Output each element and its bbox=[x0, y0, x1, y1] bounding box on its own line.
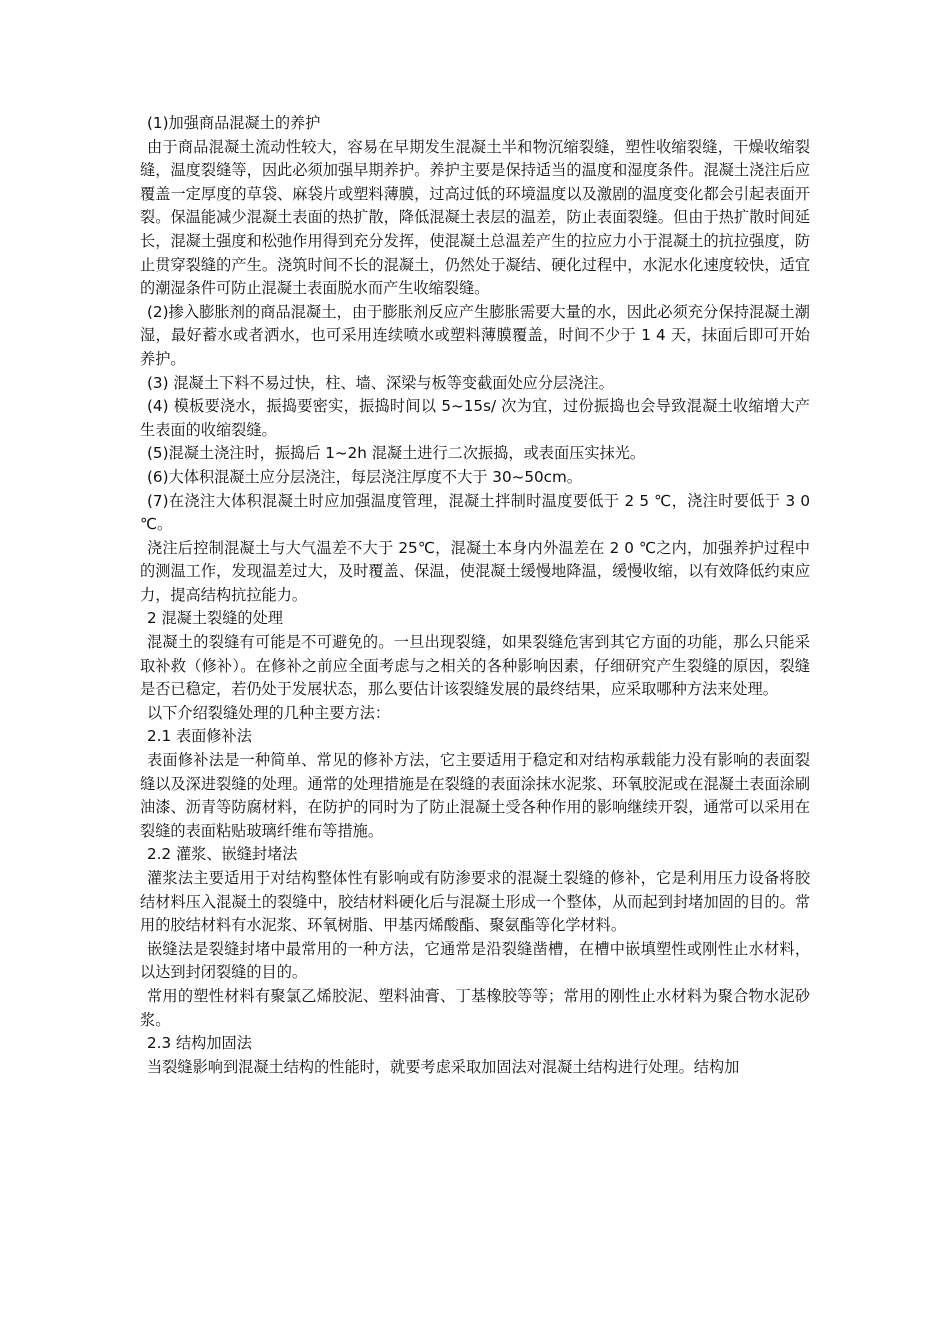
paragraph: (3) 混凝土下料不易过快，柱、墙、深梁与板等变截面处应分层浇注。 bbox=[147, 373, 614, 392]
section-heading: 2.2 灌浆、嵌缝封堵法 bbox=[147, 845, 298, 864]
paragraph: (7)在浇注大体积混凝土时应加强温度管理，混凝土拌制时温度要低于 2 5 ℃，浇注时要低于 3 0 ℃。 bbox=[140, 491, 810, 534]
paragraph: 表面修补法是一种简单、常见的修补方法，它主要适用于稳定和对结构承载能力没有影响的表面裂缝以及深进裂缝的处理。通常的处理措施是在裂缝的表面涂抹水泥浆、环氧胶泥或在混凝土表面涂刷油漆、沥青等防腐材料，在防护的同时为了防止混凝土受各种作用的影响继续开裂，通常可以采用在裂缝的表面粘贴玻璃纤维布等措施。 bbox=[140, 751, 810, 840]
paragraph: (4) 模板要浇水，振捣要密实，振捣时间以 5~15s/ 次为宜，过份振捣也会导致混凝土收缩增大产生表面的收缩裂缝。 bbox=[140, 397, 810, 439]
document-page bbox=[140, 112, 810, 1079]
paragraph: (6)大体积混凝土应分层浇注，每层浇注厚度不大于 30~50cm。 bbox=[147, 467, 582, 486]
paragraph: 以下介绍裂缝处理的几种主要方法： bbox=[147, 703, 390, 722]
paragraph: 浇注后控制混凝土与大气温差不大于 25℃，混凝土本身内外温差在 2 0 ℃之内，加强养护过程中的测温工作，发现温差过大，及时覆盖、保温，使混凝土缓慢地降温，缓慢收缩，以有效降低约束应力，提高结构抗拉能力。 bbox=[140, 538, 810, 604]
paragraph: 灌浆法主要适用于对结构整体性有影响或有防渗要求的混凝土裂缝的修补，它是利用压力设备将胶结材料压入混凝土的裂缝中，胶结材料硬化后与混凝土形成一个整体，从而起到封堵加固的目的。常用的胶结材料有水泥浆、环氧树脂、甲基丙烯酸酯、聚氨酯等化学材料。 bbox=[140, 869, 810, 935]
section-heading: (1)加强商品混凝土的养护 bbox=[147, 114, 321, 132]
section-heading: 2.3 结构加固法 bbox=[147, 1034, 252, 1053]
paragraph: 当裂缝影响到混凝土结构的性能时，就要考虑采取加固法对混凝土结构进行处理。结构加 bbox=[147, 1057, 740, 1076]
section-heading: 2.1 表面修补法 bbox=[147, 727, 252, 746]
paragraph: (2)掺入膨胀剂的商品混凝土，由于膨胀剂反应产生膨胀需要大量的水，因此必须充分保持混凝土潮湿，最好蓄水或者洒水，也可采用连续喷水或塑料薄膜覆盖，时间不少于 1 4 天，抹面后即可开始养护。 bbox=[140, 302, 810, 368]
paragraph: 嵌缝法是裂缝封堵中最常用的一种方法，它通常是沿裂缝凿槽，在槽中嵌填塑性或刚性止水材料，以达到封闭裂缝的目的。 bbox=[140, 939, 810, 982]
paragraph: 混凝土的裂缝有可能是不可避免的。一旦出现裂缝，如果裂缝危害到其它方面的功能，那么只能采取补救（修补）。在修补之前应全面考虑与之相关的各种影响因素，仔细研究产生裂缝的原因，裂缝是否已稳定，若仍处于发展状态，那么要估计该裂缝发展的最终结果，应采取哪种方法来处理。 bbox=[140, 633, 810, 699]
section-heading: 2 混凝土裂缝的处理 bbox=[147, 609, 283, 628]
paragraph: (5)混凝土浇注时，振捣后 1~2h 混凝土进行二次振捣，或表面压实抹光。 bbox=[147, 444, 646, 463]
paragraph: 常用的塑性材料有聚氯乙烯胶泥、塑料油膏、丁基橡胶等等；常用的刚性止水材料为聚合物水泥砂浆。 bbox=[140, 986, 810, 1029]
paragraph: 由于商品混凝土流动性较大，容易在早期发生混凝土半和物沉缩裂缝，塑性收缩裂缝，干燥收缩裂缝，温度裂缝等，因此必须加强早期养护。养护主要是保持适当的温度和湿度条件。混凝土浇注后应覆盖一定厚度的草袋、麻袋片或塑料薄膜，过高过低的环境温度以及激剧的温度变化都会引起表面开裂。保温能减少混凝土表面的热扩散，降低混凝土表层的温差，防止表面裂缝。但由于热扩散时间延长，混凝土强度和松弛作用得到充分发挥，使混凝土总温差产生的拉应力小于混凝土的抗拉强度，防止贯穿裂缝的产生。浇筑时间不长的混凝土，仍然处于凝结、硬化过程中，水泥水化速度较快，适宜的潮湿条件可防止混凝土表面脱水而产生收缩裂缝。 bbox=[140, 137, 810, 298]
